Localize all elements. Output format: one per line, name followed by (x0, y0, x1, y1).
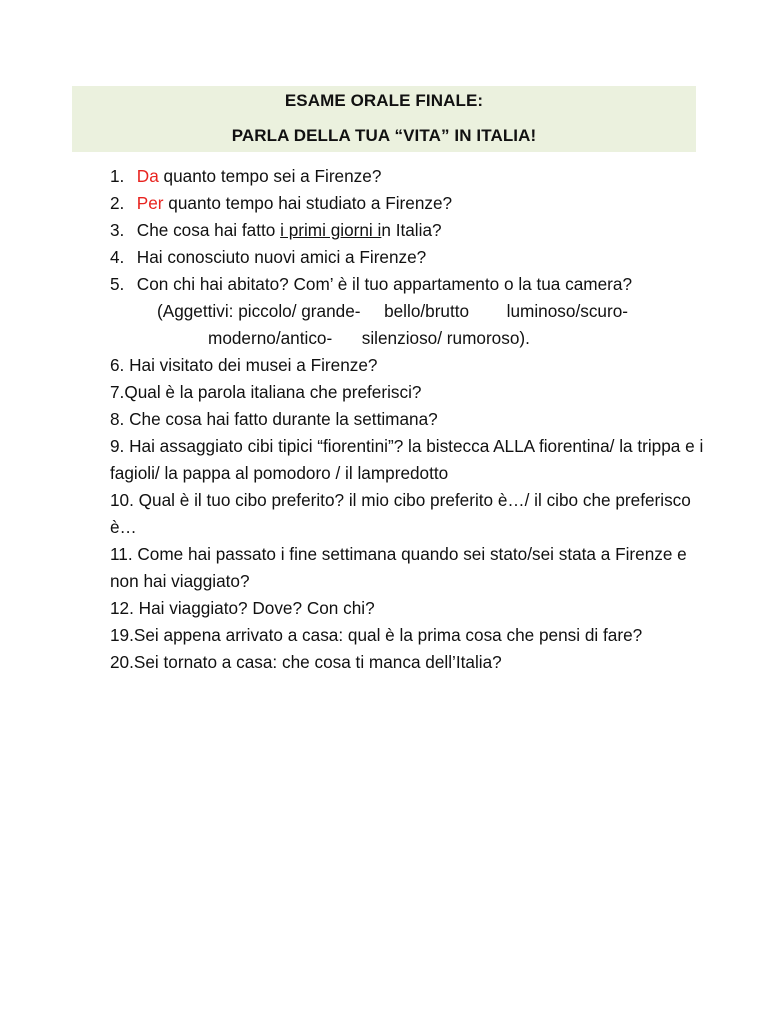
question-text: quanto tempo hai studiato a Firenze? (163, 193, 453, 213)
question-number: 1. (110, 166, 125, 186)
question-text-post: n Italia? (381, 220, 442, 240)
question-1 (110, 163, 710, 190)
highlighted-word: Per (136, 193, 164, 213)
question-3 (110, 217, 710, 244)
adjective-group: luminoso/scuro- (506, 301, 628, 321)
question-text: Con chi hai abitato? Com’ è il tuo appartamento o la tua camera? (136, 274, 633, 294)
exam-subtitle: PARLA DELLA TUA “VITA” IN ITALIA! (231, 126, 537, 145)
question-2 (110, 190, 710, 217)
adjectives-line-2 (110, 325, 710, 352)
question-11: 11. Come hai passato i fine settimana quando sei stato/sei stata a Firenze e non hai viaggiato? (110, 544, 687, 591)
question-19: 19.Sei appena arrivato a casa: qual è la prima cosa che pensi di fare? (110, 625, 643, 645)
adjective-group: silenzioso/ rumoroso). (361, 328, 530, 348)
exam-title: ESAME ORALE FINALE: (284, 91, 484, 110)
question-7: 7.Qual è la parola italiana che preferisci? (110, 382, 422, 402)
question-number: 5. (110, 274, 125, 294)
question-10: 10. Qual è il tuo cibo preferito? il mio cibo preferito è…/ il cibo che preferisco è… (110, 490, 691, 537)
question-4 (110, 244, 710, 271)
adjective-group: (Aggettivi: piccolo/ grande- (157, 301, 361, 321)
question-text: Hai conosciuto nuovi amici a Firenze? (136, 247, 427, 267)
question-text-pre: Che cosa hai fatto (136, 220, 281, 240)
question-number: 3. (110, 220, 125, 240)
adjective-group: moderno/antico- (208, 328, 333, 348)
question-5 (110, 271, 710, 298)
title-banner (72, 86, 696, 152)
highlighted-word: Da (136, 166, 159, 186)
adjectives-line-1 (110, 298, 710, 325)
question-20: 20.Sei tornato a casa: che cosa ti manca dell’Italia? (110, 652, 502, 672)
question-6: 6. Hai visitato dei musei a Firenze? (110, 355, 378, 375)
question-12: 12. Hai viaggiato? Dove? Con chi? (110, 598, 375, 618)
question-number: 4. (110, 247, 125, 267)
adjective-group: bello/brutto (384, 301, 470, 321)
question-text: quanto tempo sei a Firenze? (158, 166, 382, 186)
question-number: 2. (110, 193, 125, 213)
question-9: 9. Hai assaggiato cibi tipici “fiorentini”? la bistecca ALLA fiorentina/ la trippa e i fagioli/ la pappa al pomodoro / il lampredotto (110, 436, 704, 483)
underlined-phrase: i primi giorni i (280, 220, 382, 240)
question-list (110, 163, 710, 676)
question-8: 8. Che cosa hai fatto durante la settimana? (110, 409, 438, 429)
